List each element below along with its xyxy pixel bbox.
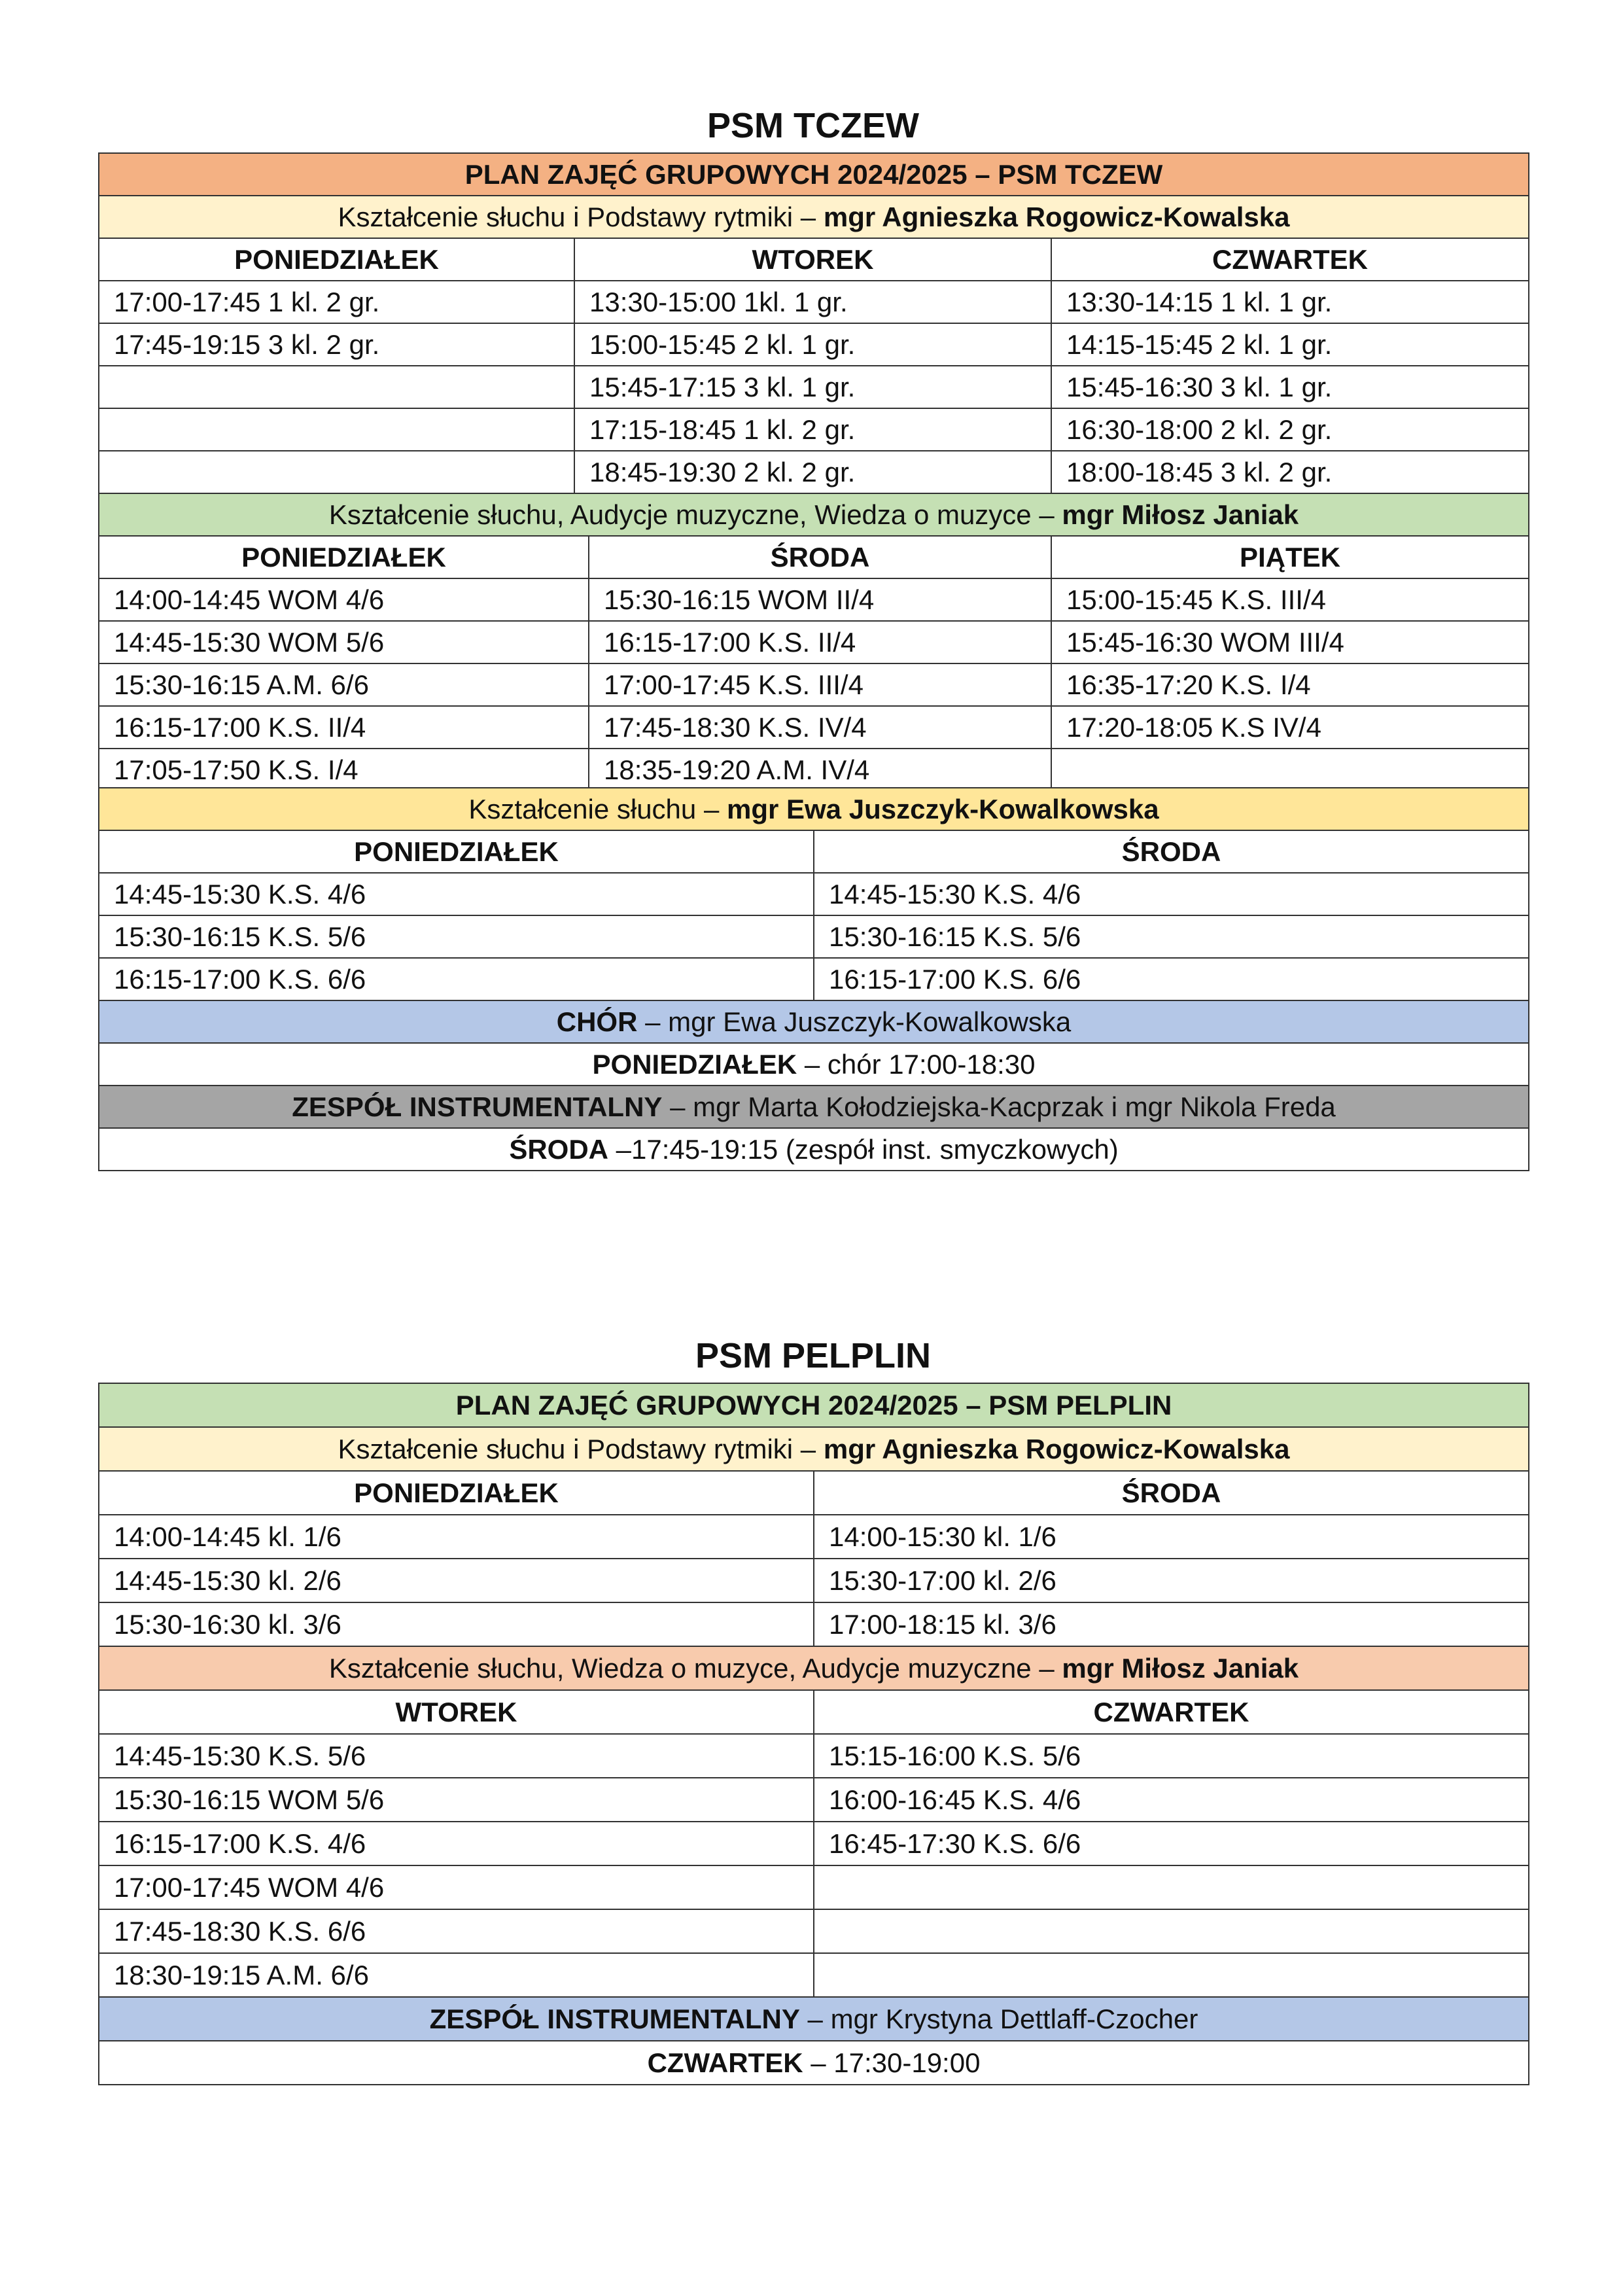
day-header: PONIEDZIAŁEK (99, 830, 814, 873)
schedule-cell (1051, 749, 1529, 791)
day-header: WTOREK (574, 238, 1051, 281)
schedule-cell: 16:45-17:30 K.S. 6/6 (814, 1822, 1529, 1865)
schedule-cell: 13:30-15:00 1kl. 1 gr. (574, 281, 1051, 323)
teacher-name: mgr Miłosz Janiak (1062, 499, 1299, 530)
tczew-choir-header (99, 1000, 1529, 1043)
subject-name: Kształcenie słuchu i Podstawy rytmiki (338, 201, 794, 232)
schedule-cell: 14:45-15:30 kl. 2/6 (99, 1559, 814, 1602)
day-label: PONIEDZIAŁEK (592, 1048, 797, 1080)
pelplin-schedule-table (98, 1383, 1529, 2085)
schedule-cell: 15:45-16:30 3 kl. 1 gr. (1051, 366, 1529, 408)
day-header: ŚRODA (814, 1471, 1529, 1515)
schedule-cell (99, 451, 574, 493)
schedule-cell: 15:30-16:15 K.S. 5/6 (814, 915, 1529, 958)
tczew-plan-header: PLAN ZAJĘĆ GRUPOWYCH 2024/2025 – PSM TCZEW (99, 153, 1529, 196)
schedule-cell: 17:00-17:45 K.S. III/4 (589, 663, 1051, 706)
ensemble-label: ZESPÓŁ INSTRUMENTALNY (429, 2003, 800, 2034)
pelplin-subject2-header (99, 1646, 1529, 1690)
schedule-cell: 15:30-17:00 kl. 2/6 (814, 1559, 1529, 1602)
day-header: ŚRODA (814, 830, 1529, 873)
day-label: ŚRODA (509, 1133, 609, 1165)
time-detail: –17:45-19:15 (zespół inst. smyczkowych) (608, 1133, 1119, 1165)
pelplin-ensemble-time (99, 2041, 1529, 2085)
separator: – (793, 201, 824, 232)
subject-name: Kształcenie słuchu (468, 793, 697, 824)
schedule-cell: 16:15-17:00 K.S. 6/6 (814, 958, 1529, 1000)
tczew-subject1-header (99, 196, 1529, 238)
tczew-subject3-header (99, 788, 1529, 830)
schedule-cell: 14:00-14:45 WOM 4/6 (99, 578, 589, 621)
day-header: CZWARTEK (814, 1690, 1529, 1734)
tczew-title: PSM TCZEW (707, 106, 919, 145)
schedule-cell: 15:45-16:30 WOM III/4 (1051, 621, 1529, 663)
schedule-cell: 17:00-17:45 1 kl. 2 gr. (99, 281, 574, 323)
schedule-cell (814, 1865, 1529, 1909)
tczew-subject2-header (99, 493, 1529, 536)
separator: – (793, 1433, 824, 1464)
schedule-cell: 16:15-17:00 K.S. II/4 (99, 706, 589, 749)
schedule-cell: 14:00-14:45 kl. 1/6 (99, 1515, 814, 1559)
day-header: CZWARTEK (1051, 238, 1529, 281)
schedule-cell: 15:30-16:30 kl. 3/6 (99, 1602, 814, 1646)
pelplin-subject1-header (99, 1427, 1529, 1471)
day-header: PONIEDZIAŁEK (99, 536, 589, 578)
separator: – (1031, 499, 1062, 530)
schedule-cell: 16:15-17:00 K.S. 4/6 (99, 1822, 814, 1865)
tczew-choir-time (99, 1043, 1529, 1086)
day-header: PONIEDZIAŁEK (99, 238, 574, 281)
schedule-cell (814, 1909, 1529, 1953)
schedule-cell: 15:30-16:15 K.S. 5/6 (99, 915, 814, 958)
separator: – (696, 793, 727, 824)
schedule-cell: 14:45-15:30 K.S. 4/6 (99, 873, 814, 915)
tczew-schedule-table-2 (98, 787, 1529, 1171)
schedule-cell: 18:35-19:20 A.M. IV/4 (589, 749, 1051, 791)
teacher-name: mgr Agnieszka Rogowicz-Kowalska (823, 201, 1290, 232)
teacher-name: – mgr Marta Kołodziejska-Kacprzak i mgr Nikola Freda (662, 1091, 1336, 1122)
day-header: PONIEDZIAŁEK (99, 1471, 814, 1515)
schedule-cell: 15:45-17:15 3 kl. 1 gr. (574, 366, 1051, 408)
schedule-cell: 15:30-16:15 WOM II/4 (589, 578, 1051, 621)
schedule-cell (814, 1953, 1529, 1997)
schedule-cell: 17:00-17:45 WOM 4/6 (99, 1865, 814, 1909)
schedule-cell: 16:00-16:45 K.S. 4/6 (814, 1778, 1529, 1822)
schedule-cell: 16:30-18:00 2 kl. 2 gr. (1051, 408, 1529, 451)
schedule-cell: 15:00-15:45 K.S. III/4 (1051, 578, 1529, 621)
subject-name: Kształcenie słuchu, Audycje muzyczne, Wiedza o muzyce (328, 499, 1032, 530)
schedule-cell: 14:45-15:30 K.S. 5/6 (99, 1734, 814, 1778)
subject-name: Kształcenie słuchu, Wiedza o muzyce, Audycje muzyczne (328, 1652, 1032, 1684)
schedule-cell (99, 366, 574, 408)
day-header: PIĄTEK (1051, 536, 1529, 578)
tczew-schedule-table (98, 152, 1529, 792)
separator: – (1031, 1652, 1062, 1684)
pelplin-title: PSM PELPLIN (695, 1336, 932, 1375)
teacher-name: – mgr Krystyna Dettlaff-Czocher (799, 2003, 1198, 2034)
schedule-cell: 15:15-16:00 K.S. 5/6 (814, 1734, 1529, 1778)
ensemble-label: ZESPÓŁ INSTRUMENTALNY (292, 1091, 663, 1122)
tczew-ensemble-time (99, 1128, 1529, 1171)
teacher-name: mgr Agnieszka Rogowicz-Kowalska (823, 1433, 1290, 1464)
day-header: ŚRODA (589, 536, 1051, 578)
teacher-name: – mgr Ewa Juszczyk-Kowalkowska (637, 1006, 1072, 1037)
pelplin-ensemble-header (99, 1997, 1529, 2041)
schedule-cell: 18:45-19:30 2 kl. 2 gr. (574, 451, 1051, 493)
schedule-cell: 15:30-16:15 WOM 5/6 (99, 1778, 814, 1822)
schedule-cell: 17:00-18:15 kl. 3/6 (814, 1602, 1529, 1646)
schedule-cell: 17:45-18:30 K.S. IV/4 (589, 706, 1051, 749)
schedule-cell: 18:00-18:45 3 kl. 2 gr. (1051, 451, 1529, 493)
day-header: WTOREK (99, 1690, 814, 1734)
schedule-cell: 14:45-15:30 WOM 5/6 (99, 621, 589, 663)
choir-label: CHÓR (556, 1006, 638, 1037)
schedule-cell (99, 408, 574, 451)
subject-name: Kształcenie słuchu i Podstawy rytmiki (338, 1433, 794, 1464)
schedule-cell: 17:45-19:15 3 kl. 2 gr. (99, 323, 574, 366)
schedule-cell: 17:20-18:05 K.S IV/4 (1051, 706, 1529, 749)
teacher-name: mgr Miłosz Janiak (1062, 1652, 1299, 1684)
schedule-cell: 17:45-18:30 K.S. 6/6 (99, 1909, 814, 1953)
schedule-cell: 14:00-15:30 kl. 1/6 (814, 1515, 1529, 1559)
schedule-cell: 16:15-17:00 K.S. 6/6 (99, 958, 814, 1000)
day-label: CZWARTEK (647, 2047, 803, 2078)
schedule-cell: 17:05-17:50 K.S. I/4 (99, 749, 589, 791)
schedule-cell: 13:30-14:15 1 kl. 1 gr. (1051, 281, 1529, 323)
schedule-cell: 16:15-17:00 K.S. II/4 (589, 621, 1051, 663)
schedule-cell: 18:30-19:15 A.M. 6/6 (99, 1953, 814, 1997)
schedule-cell: 15:30-16:15 A.M. 6/6 (99, 663, 589, 706)
schedule-cell: 14:45-15:30 K.S. 4/6 (814, 873, 1529, 915)
time-detail: – 17:30-19:00 (803, 2047, 981, 2078)
time-detail: – chór 17:00-18:30 (797, 1048, 1036, 1080)
tczew-ensemble-header (99, 1086, 1529, 1128)
schedule-cell: 15:00-15:45 2 kl. 1 gr. (574, 323, 1051, 366)
schedule-cell: 14:15-15:45 2 kl. 1 gr. (1051, 323, 1529, 366)
pelplin-plan-header: PLAN ZAJĘĆ GRUPOWYCH 2024/2025 – PSM PELPLIN (99, 1383, 1529, 1427)
schedule-cell: 16:35-17:20 K.S. I/4 (1051, 663, 1529, 706)
teacher-name: mgr Ewa Juszczyk-Kowalkowska (726, 793, 1159, 824)
schedule-cell: 17:15-18:45 1 kl. 2 gr. (574, 408, 1051, 451)
